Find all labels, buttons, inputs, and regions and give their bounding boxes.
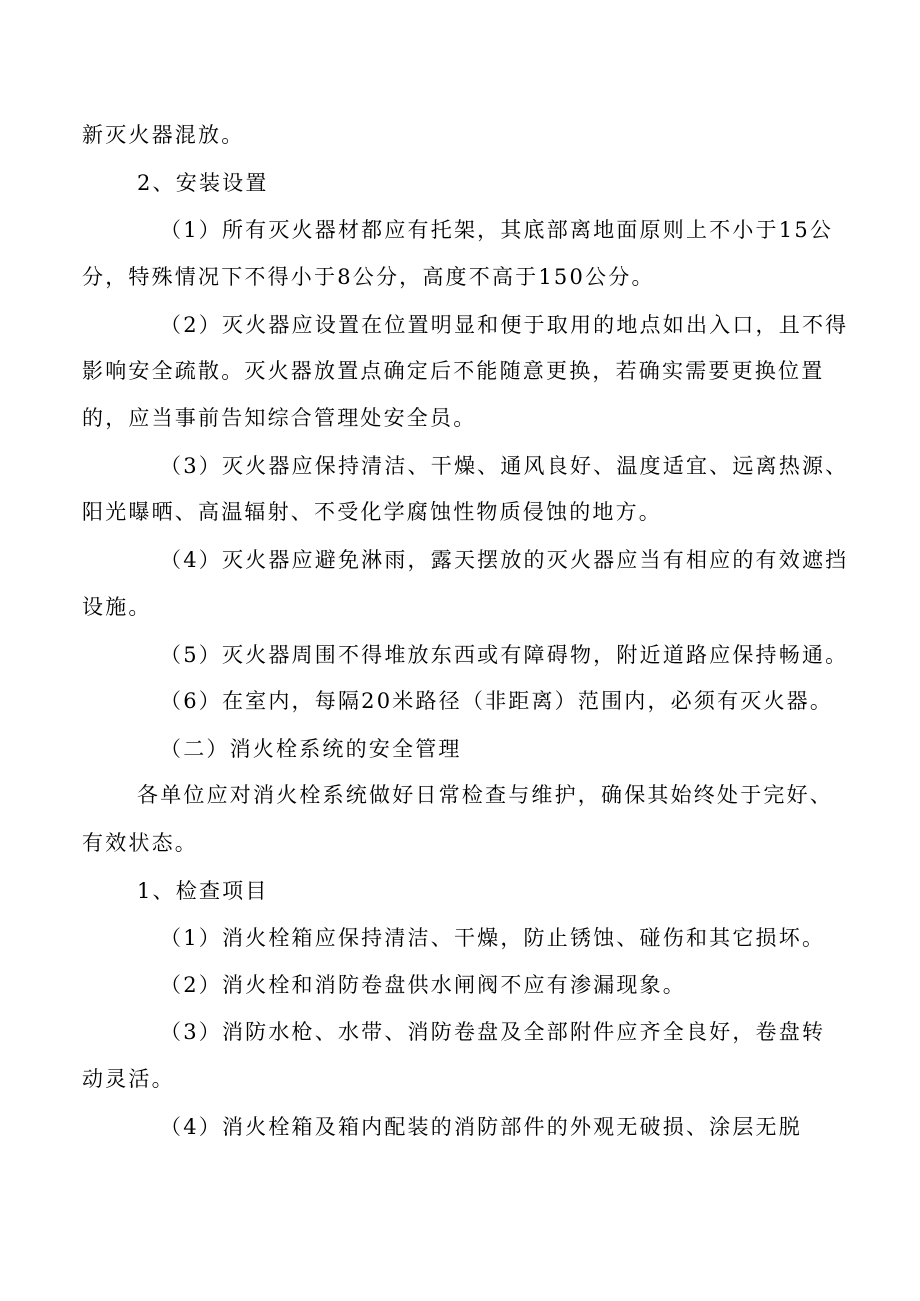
text-line-12: （5）灭火器周围不得堆放东西或有障碍物，附近道路应保持畅通。 (160, 643, 849, 667)
text-line-19: （2）消火栓和消防卷盘供水闸阀不应有渗漏现象。 (160, 973, 686, 997)
text-line-5: （2）灭火器应设置在位置明显和便于取用的地点如出入口，且不得 (160, 313, 849, 337)
text-line-7: 的，应当事前告知综合管理处安全员。 (82, 406, 477, 430)
text-line-4: 分，特殊情况下不得小于8公分，高度不高于150公分。 (82, 265, 655, 289)
text-line-11: 设施。 (82, 595, 152, 619)
text-line-22: （4）消火栓箱及箱内配装的消防部件的外观无破损、涂层无脱 (160, 1115, 802, 1139)
text-line-16: 有效状态。 (82, 831, 198, 855)
text-line-1: 新灭火器混放。 (82, 123, 245, 147)
text-line-20: （3）消防水枪、水带、消防卷盘及全部附件应齐全良好，卷盘转 (160, 1020, 826, 1044)
text-line-15: 各单位应对消火栓系统做好日常检查与维护，确保其始终处于完好、 (137, 783, 833, 807)
section-heading-installation: 2、安装设置 (137, 171, 269, 195)
text-line-13: （6）在室内，每隔20米路径（非距离）范围内，必须有灭火器。 (160, 689, 834, 713)
section-heading-inspection: 1、检查项目 (137, 879, 269, 903)
text-line-6: 影响安全疏散。灭火器放置点确定后不能随意更换，若确实需要更换位置 (82, 359, 825, 383)
section-heading-hydrant: （二）消火栓系统的安全管理 (160, 737, 462, 761)
text-line-9: 阳光曝晒、高温辐射、不受化学腐蚀性物质侵蚀的地方。 (82, 500, 662, 524)
text-line-3: （1）所有灭火器材都应有托架，其底部离地面原则上不小于15公 (160, 218, 834, 242)
text-line-18: （1）消火栓箱应保持清洁、干燥，防止锈蚀、碰伤和其它损坏。 (160, 926, 826, 950)
text-line-21: 动灵活。 (82, 1067, 175, 1091)
text-line-8: （3）灭火器应保持清洁、干燥、通风良好、温度适宜、远离热源、 (160, 454, 849, 478)
text-line-10: （4）灭火器应避免淋雨，露天摆放的灭火器应当有相应的有效遮挡 (160, 548, 849, 572)
